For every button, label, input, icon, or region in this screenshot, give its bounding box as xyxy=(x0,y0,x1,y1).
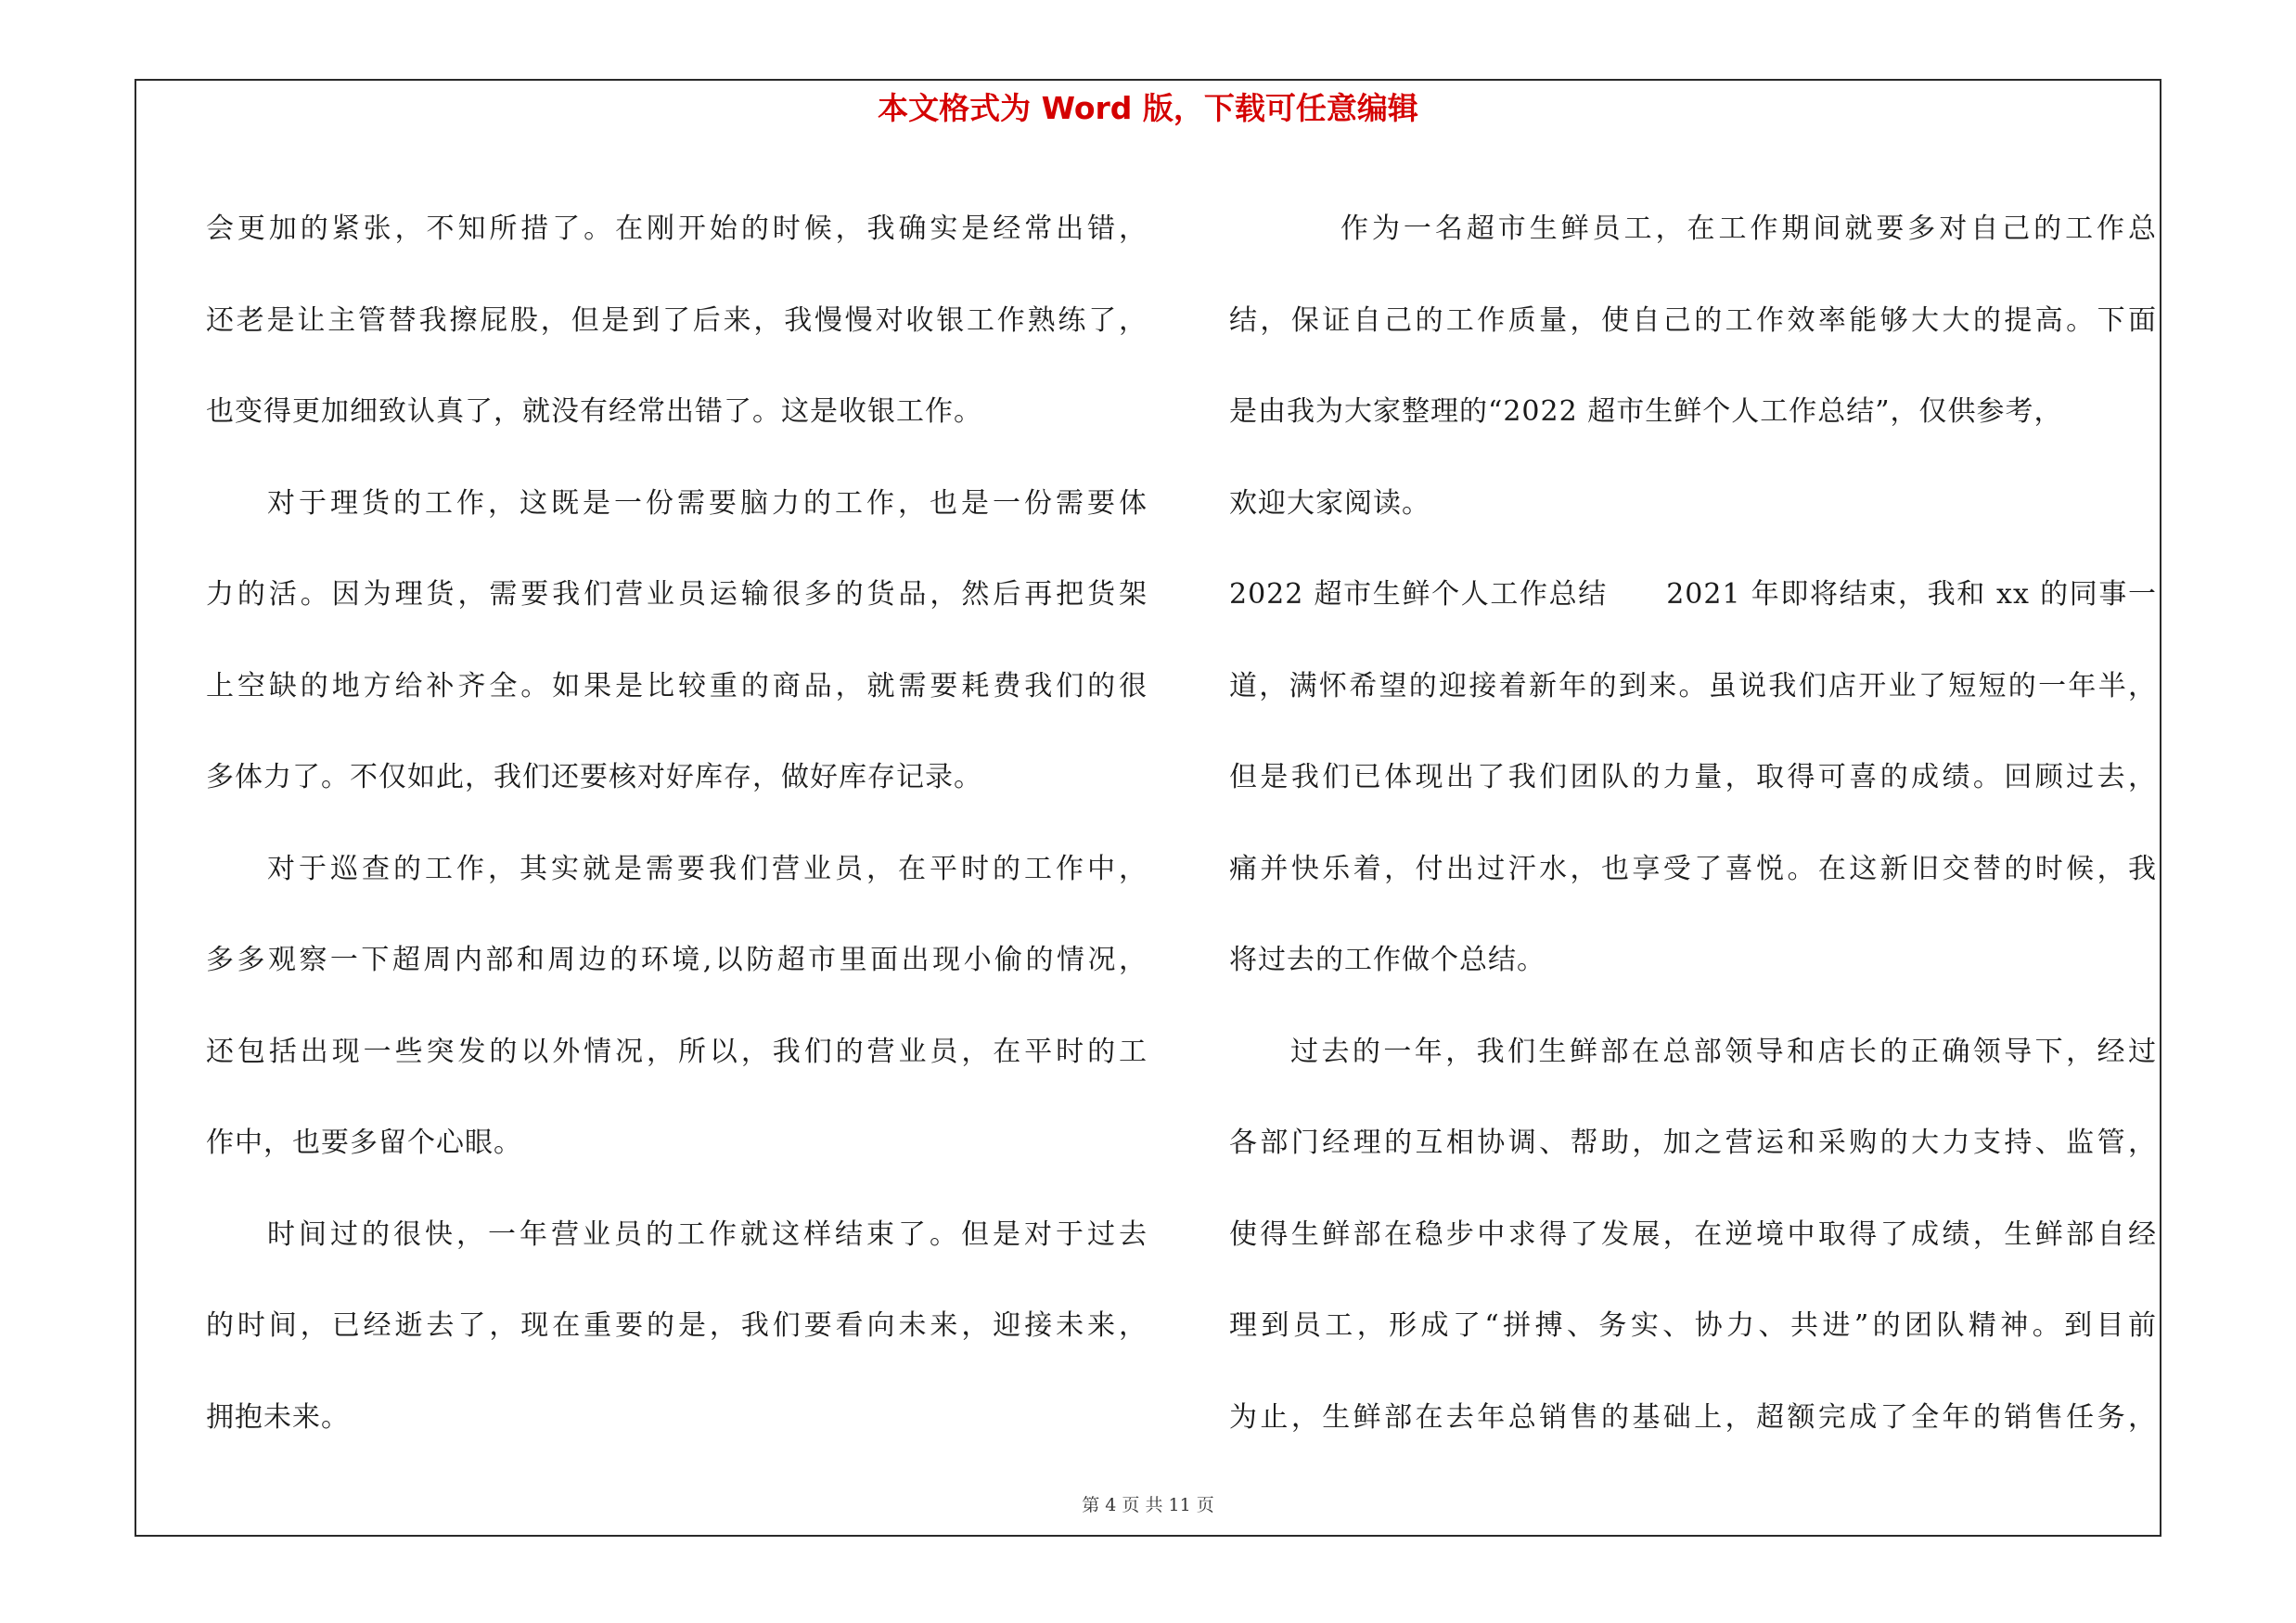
left-line-5: 力的活。因为理货，需要我们营业员运输很多的货品，然后再把货架 xyxy=(206,578,1148,611)
right-line-14: 为止，生鲜部在去年总销售的基础上，超额完成了全年的销售任务， xyxy=(1229,1400,2157,1434)
left-line-7: 多体力了。不仅如此，我们还要核对好库存，做好库存记录。 xyxy=(206,761,982,793)
right-line-10: 过去的一年，我们生鲜部在总部领导和店长的正确领导下，经过 xyxy=(1290,1035,2157,1068)
right-line-9: 将过去的工作做个总结。 xyxy=(1229,944,1546,976)
left-line-13: 的时间，已经逝去了，现在重要的是，我们要看向未来，迎接未来， xyxy=(206,1309,1148,1342)
right-column xyxy=(1229,184,2157,1463)
right-line-6: 道，满怀希望的迎接着新年的到来。虽说我们店开业了短短的一年半， xyxy=(1229,669,2157,702)
format-banner: 本文格式为 Word 版，下载可任意编辑 xyxy=(878,90,1418,126)
left-line-10: 还包括出现一些突发的以外情况，所以，我们的营业员，在平时的工 xyxy=(206,1035,1148,1068)
right-line-3: 是由我为大家整理的“2022 超市生鲜个人工作总结”，仅供参考， xyxy=(1229,395,2063,428)
right-line-2: 结，保证自己的工作质量，使自己的工作效率能够大大的提高。下面 xyxy=(1229,303,2157,337)
left-column xyxy=(206,184,1148,1463)
right-line-12: 使得生鲜部在稳步中求得了发展，在逆境中取得了成绩，生鲜部自经 xyxy=(1229,1217,2157,1251)
right-line-5: 2022 超市生鲜个人工作总结 2021 年即将结束，我和 xx 的同事一 xyxy=(1229,578,2157,611)
left-line-14: 拥抱未来。 xyxy=(206,1400,350,1434)
right-line-13: 理到员工，形成了“拼搏、务实、协力、共进”的团队精神。到目前 xyxy=(1229,1309,2157,1342)
left-line-6: 上空缺的地方给补齐全。如果是比较重的商品，就需要耗费我们的很 xyxy=(206,669,1148,702)
left-line-4: 对于理货的工作，这既是一份需要脑力的工作，也是一份需要体 xyxy=(267,486,1148,520)
left-line-11: 作中，也要多留个心眼。 xyxy=(206,1127,522,1159)
page-number: 第 4 页 共 11 页 xyxy=(1082,1495,1214,1515)
left-line-12: 时间过的很快，一年营业员的工作就这样结束了。但是对于过去 xyxy=(267,1217,1148,1251)
right-line-4: 欢迎大家阅读。 xyxy=(1229,486,1430,520)
right-line-11: 各部门经理的互相协调、帮助，加之营运和采购的大力支持、监管， xyxy=(1229,1127,2157,1159)
left-line-8: 对于巡查的工作，其实就是需要我们营业员，在平时的工作中， xyxy=(267,852,1148,885)
right-line-1: 作为一名超市生鲜员工，在工作期间就要多对自己的工作总 xyxy=(1340,213,2157,245)
left-line-1: 会更加的紧张，不知所措了。在刚开始的时候，我确实是经常出错， xyxy=(206,213,1148,245)
right-line-7: 但是我们已体现出了我们团队的力量，取得可喜的成绩。回顾过去， xyxy=(1229,761,2157,793)
left-line-2: 还老是让主管替我擦屁股，但是到了后来，我慢慢对收银工作熟练了， xyxy=(206,303,1148,337)
right-line-8: 痛并快乐着，付出过汗水，也享受了喜悦。在这新旧交替的时候，我 xyxy=(1229,852,2157,885)
left-line-3: 也变得更加细致认真了，就没有经常出错了。这是收银工作。 xyxy=(206,395,982,428)
left-line-9: 多多观察一下超周内部和周边的环境,以防超市里面出现小偷的情况， xyxy=(206,944,1148,976)
